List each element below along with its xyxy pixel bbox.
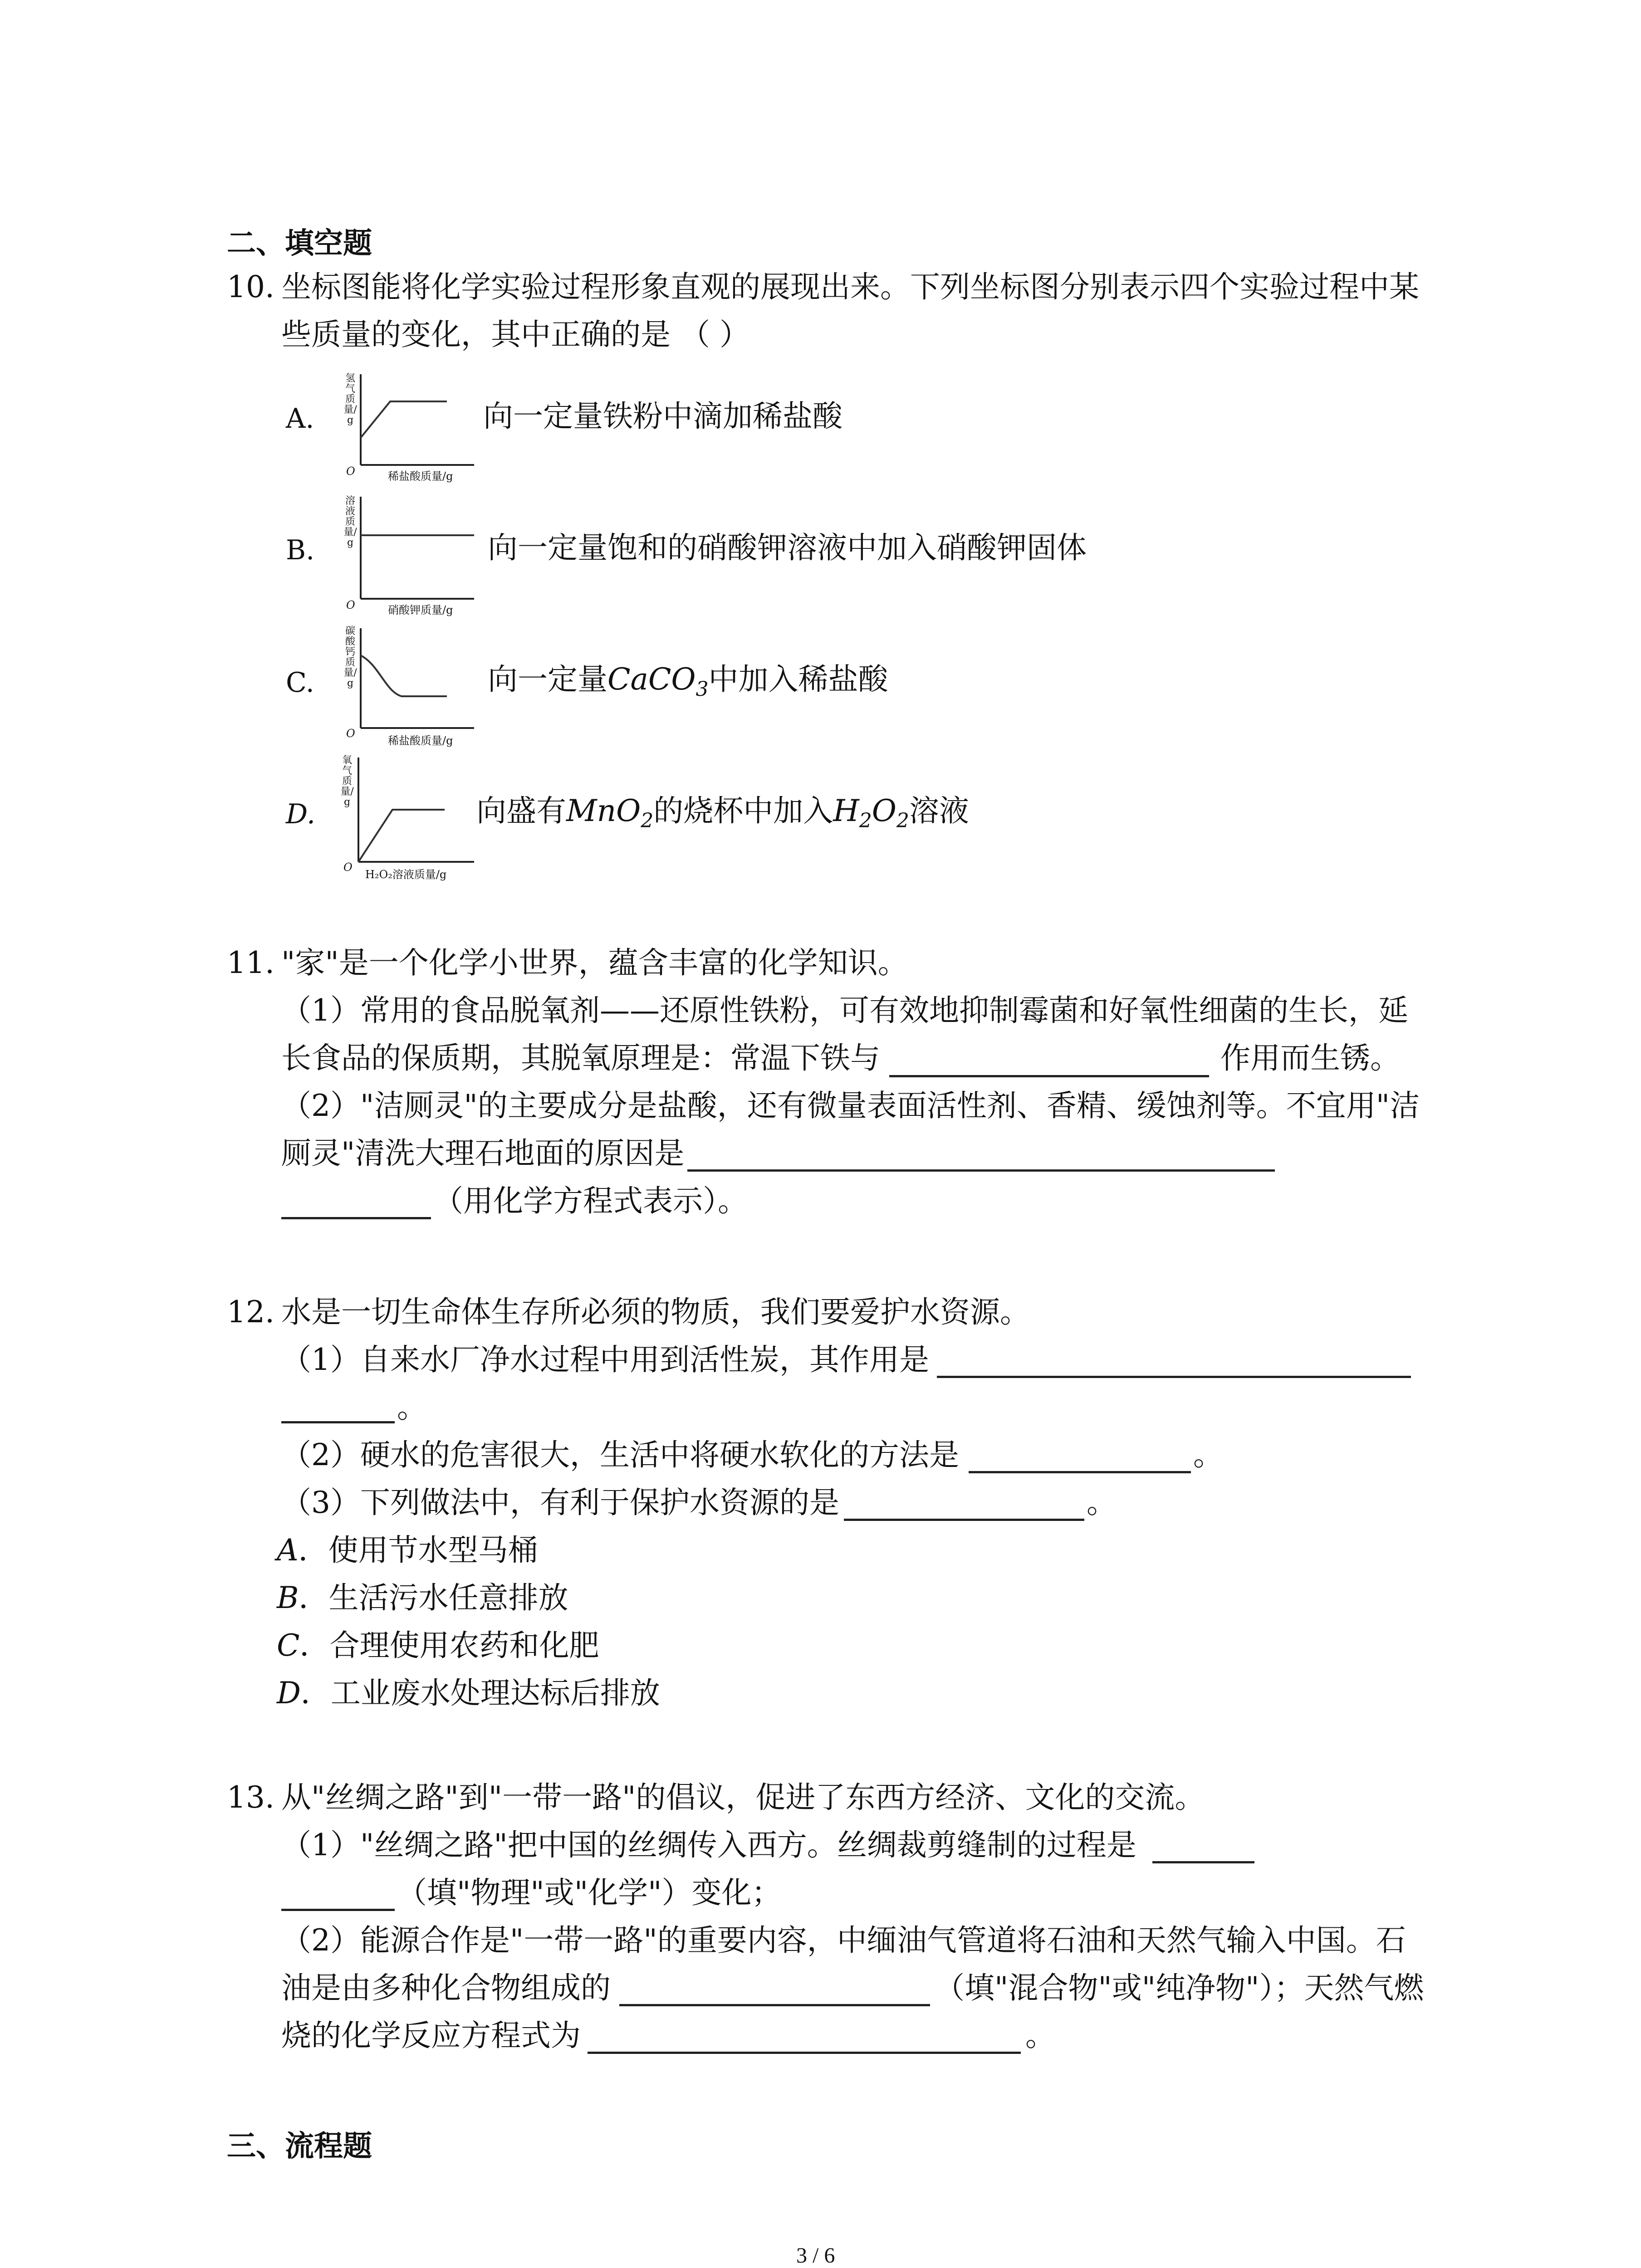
option-c-x-label: 稀盐酸质量/g xyxy=(388,734,453,747)
option-d-text: 向盛有MnO$_2$的烧杯中加入$H_2O_2$溶液 xyxy=(476,793,969,833)
option-a-x-label: 稀盐酸质量/g xyxy=(388,470,453,483)
option-c-graph xyxy=(338,624,479,746)
question-11-line-1: "家"是一个化学小世界，蕴含丰富的化学知识。 xyxy=(281,945,908,980)
question-13-number: 13. xyxy=(227,1780,274,1815)
answer-blank-12-3[interactable] xyxy=(844,1519,1084,1521)
option-b-text: 向一定量饱和的硝酸钾溶液中加入硝酸钾固体 xyxy=(488,530,1087,565)
question-10-line-1: 坐标图能将化学实验过程形象直观的展现出来。下列坐标图分别表示四个实验过程中某 xyxy=(281,269,1419,304)
question-13-part-1-line-1: （1）"丝绸之路"把中国的丝绸传入西方。丝绸裁剪缝制的过程是 xyxy=(281,1828,1136,1862)
page-number: 3 / 6 xyxy=(796,2244,835,2268)
question-12-choice-b: B．生活污水任意排放 xyxy=(277,1580,568,1615)
question-12-part-2: （2）硬水的危害很大，生活中将硬水软化的方法是 xyxy=(281,1437,959,1472)
question-13-part-1-line-2: （填"物理"或"化学"）变化； xyxy=(397,1875,782,1910)
question-13-part-2-line-2-end: （填"混合物"或"纯净物"）；天然气燃 xyxy=(935,1970,1424,2005)
answer-blank-13-1[interactable] xyxy=(1152,1861,1254,1863)
answer-blank-11-2[interactable] xyxy=(687,1169,1275,1172)
question-12-part-2-end: 。 xyxy=(1193,1437,1223,1472)
option-d-x-label: H₂O₂溶液质量/g xyxy=(365,868,447,881)
option-b-x-label: 硝酸钾质量/g xyxy=(388,604,453,616)
option-d-origin: O xyxy=(343,861,353,874)
option-a-y-label: 氢气质量/g xyxy=(343,373,357,426)
question-13-part-2-line-1: （2）能源合作是"一带一路"的重要内容，中缅油气管道将石油和天然气输入中国。石 xyxy=(281,1923,1406,1958)
section-title-flow: 三、流程题 xyxy=(227,2130,372,2163)
question-12-choice-d: D．工业废水处理达标后排放 xyxy=(277,1676,660,1711)
option-c-letter: C. xyxy=(286,667,314,699)
option-c-y-label: 碳酸钙质量/g xyxy=(343,626,357,689)
option-a-graph xyxy=(338,370,479,481)
question-12-line-1: 水是一切生命体生存所必须的物质，我们要爱护水资源。 xyxy=(281,1295,1030,1330)
question-11-part-2-line-2: 厕灵"清洗大理石地面的原因是 xyxy=(281,1136,685,1171)
question-12-part-3: （3）下列做法中，有利于保护水资源的是 xyxy=(281,1485,839,1520)
option-a-origin: O xyxy=(346,465,355,478)
option-b-origin: O xyxy=(346,599,355,611)
question-12-part-1: （1）自来水厂净水过程中用到活性炭，其作用是 xyxy=(281,1342,929,1377)
option-b-y-label: 溶液质量/g xyxy=(343,495,357,549)
question-11-part-1-line-2: 长食品的保质期，其脱氧原理是：常温下铁与 xyxy=(281,1041,880,1075)
question-13-part-2-line-3: 烧的化学反应方程式为 xyxy=(281,2018,581,2053)
question-12-part-3-end: 。 xyxy=(1087,1485,1117,1520)
answer-blank-13-1-continued[interactable] xyxy=(281,1909,395,1911)
answer-blank-11-1[interactable] xyxy=(889,1075,1209,1077)
question-10-line-2: 些质量的变化，其中正确的是 （ ） xyxy=(281,317,749,352)
option-d-y-label: 氧气质量/g xyxy=(340,755,354,808)
answer-blank-13-3[interactable] xyxy=(588,2052,1021,2054)
answer-blank-12-2[interactable] xyxy=(969,1471,1191,1473)
question-11-part-1-end: 作用而生锈。 xyxy=(1220,1041,1400,1075)
question-11-number: 11. xyxy=(227,945,274,980)
question-13-part-2-line-2: 油是由多种化合物组成的 xyxy=(281,1970,611,2005)
question-12-choice-a: A．使用节水型马桶 xyxy=(277,1533,538,1568)
option-d-letter: D. xyxy=(286,798,316,830)
question-12-number: 12. xyxy=(227,1295,274,1330)
question-11-part-1-line-1: （1）常用的食品脱氧剂——还原性铁粉，可有效地抑制霉菌和好氧性细菌的生长，延 xyxy=(281,993,1408,1028)
option-a-letter: A. xyxy=(286,403,314,435)
question-11-part-2-line-1: （2）"洁厕灵"的主要成分是盐酸，还有微量表面活性剂、香精、缓蚀剂等。不宜用"洁 xyxy=(281,1088,1420,1123)
answer-blank-13-2[interactable] xyxy=(619,2004,930,2006)
answer-blank-11-2-continued[interactable] xyxy=(281,1217,431,1219)
question-13-line-1: 从"丝绸之路"到"一带一路"的倡议，促进了东西方经济、文化的交流。 xyxy=(281,1780,1205,1815)
option-b-graph xyxy=(338,492,479,615)
question-13-part-2-end: 。 xyxy=(1025,2018,1055,2053)
option-c-text: 向一定量CaCO$_3$中加入稀盐酸 xyxy=(488,662,888,701)
question-12-choice-c: C．合理使用农药和化肥 xyxy=(277,1628,599,1663)
question-12-part-1-end: 。 xyxy=(397,1390,427,1425)
answer-blank-12-1[interactable] xyxy=(937,1376,1411,1378)
option-d-graph xyxy=(333,753,479,880)
question-11-part-2-line-3: （用化学方程式表示）。 xyxy=(433,1183,748,1218)
section-title-fill-in: 二、填空题 xyxy=(227,227,372,260)
question-10-number: 10. xyxy=(227,269,274,304)
option-c-origin: O xyxy=(346,727,355,740)
answer-blank-12-1-continued[interactable] xyxy=(281,1421,395,1423)
option-a-text: 向一定量铁粉中滴加稀盐酸 xyxy=(483,399,843,434)
option-b-letter: B. xyxy=(286,534,315,566)
